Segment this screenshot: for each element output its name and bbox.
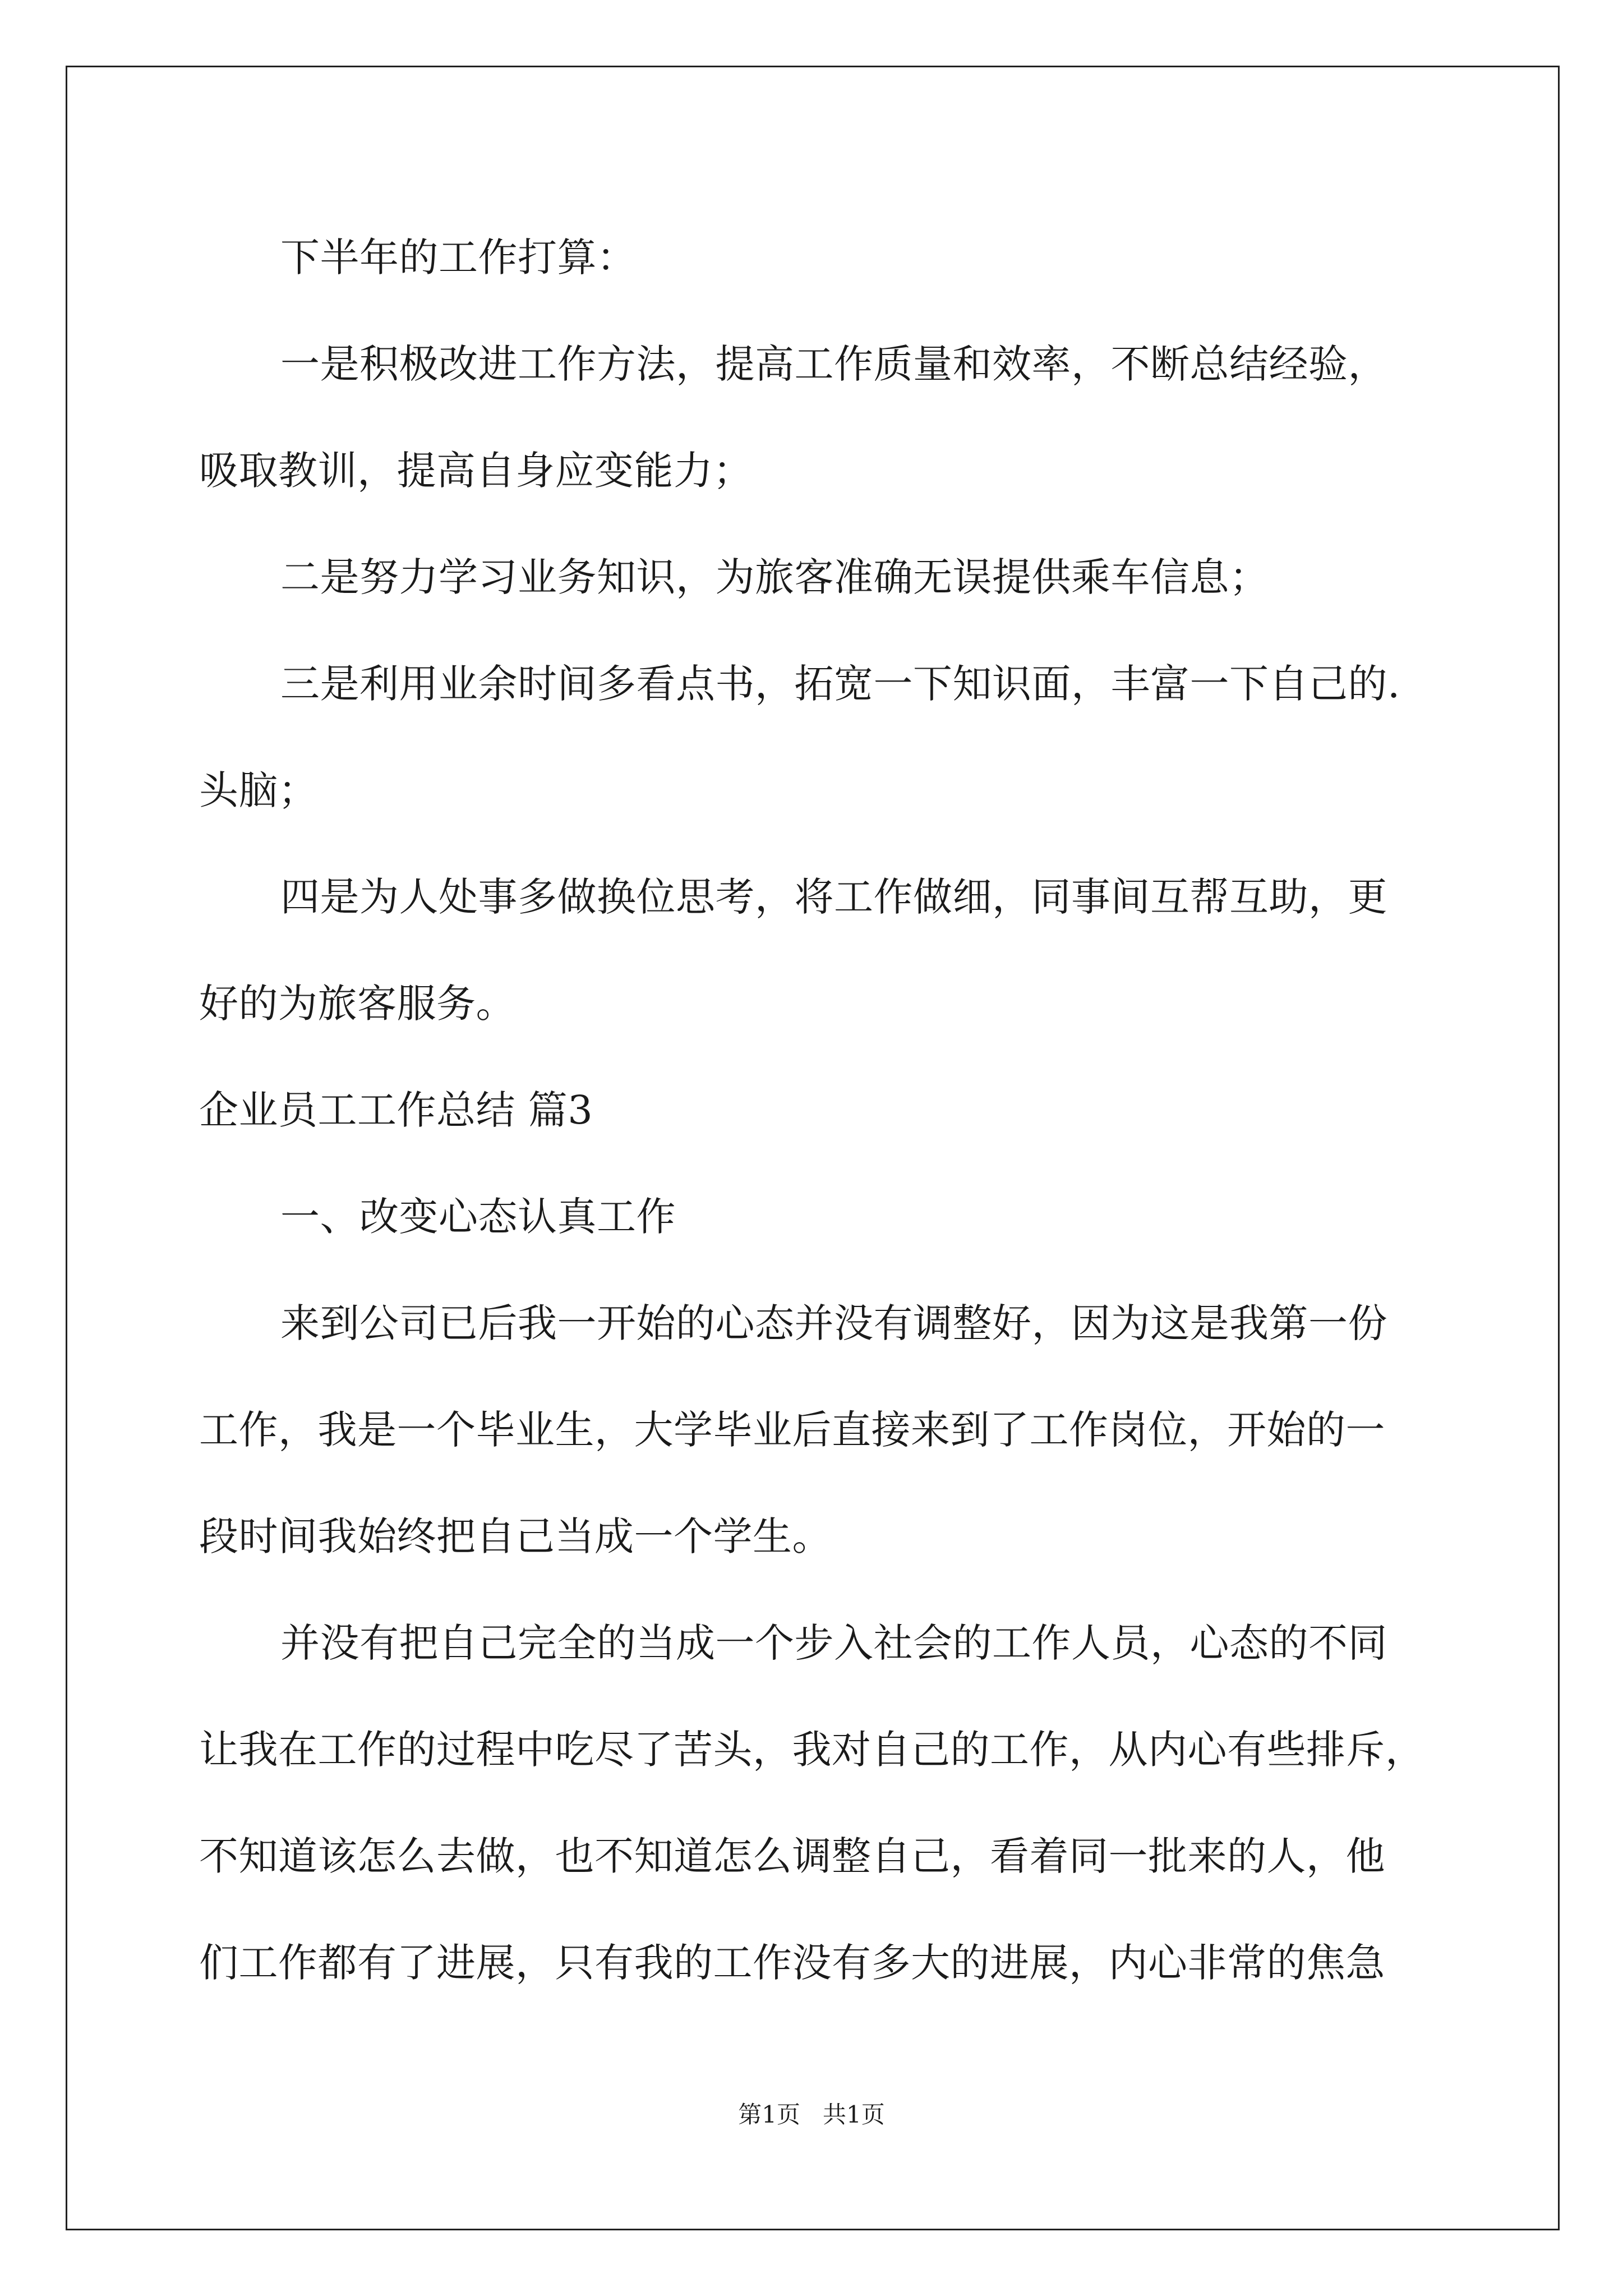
plan-item-2: 二是努力学习业务知识，为旅客准确无误提供乘车信息； [280, 554, 1269, 600]
paragraph-2-line-2: 让我在工作的过程中吃尽了苦头，我对自己的工作，从内心有些排斥， [199, 1727, 1425, 1773]
paragraph-2-line-3: 不知道该怎么去做，也不知道怎么调整自己，看着同一批来的人，他 [199, 1833, 1385, 1879]
plan-item-4-line-1: 四是为人处事多做换位思考，将工作做细，同事间互帮互助，更 [280, 874, 1387, 920]
plan-heading: 下半年的工作打算： [280, 234, 637, 280]
section-title: 企业员工工作总结 篇3 [199, 1087, 593, 1133]
subsection-heading: 一、改变心态认真工作 [280, 1194, 676, 1240]
paragraph-2-line-1: 并没有把自己完全的当成一个步入社会的工作人员，心态的不同 [280, 1620, 1387, 1666]
paragraph-2-line-4: 们工作都有了进展，只有我的工作没有多大的进展，内心非常的焦急 [199, 1940, 1385, 1986]
page-number-footer: 第1页 共1页 [738, 2101, 885, 2128]
plan-item-1-line-1: 一是积极改进工作方法，提高工作质量和效率，不断总结经验， [280, 341, 1387, 387]
plan-item-3-line-2: 头脑； [199, 767, 318, 813]
paragraph-1-line-3: 段时间我始终把自己当成一个学生。 [199, 1513, 832, 1559]
plan-item-1-line-2: 吸取教训，提高自身应变能力； [199, 448, 753, 494]
plan-item-3-line-1: 三是利用业余时间多看点书，拓宽一下知识面，丰富一下自己的. [280, 661, 1400, 707]
paragraph-1-line-2: 工作，我是一个毕业生，大学毕业后直接来到了工作岗位，开始的一 [199, 1407, 1385, 1453]
page-border [66, 66, 1560, 2230]
plan-item-4-line-2: 好的为旅客服务。 [199, 981, 515, 1027]
paragraph-1-line-1: 来到公司已后我一开始的心态并没有调整好，因为这是我第一份 [280, 1300, 1387, 1346]
